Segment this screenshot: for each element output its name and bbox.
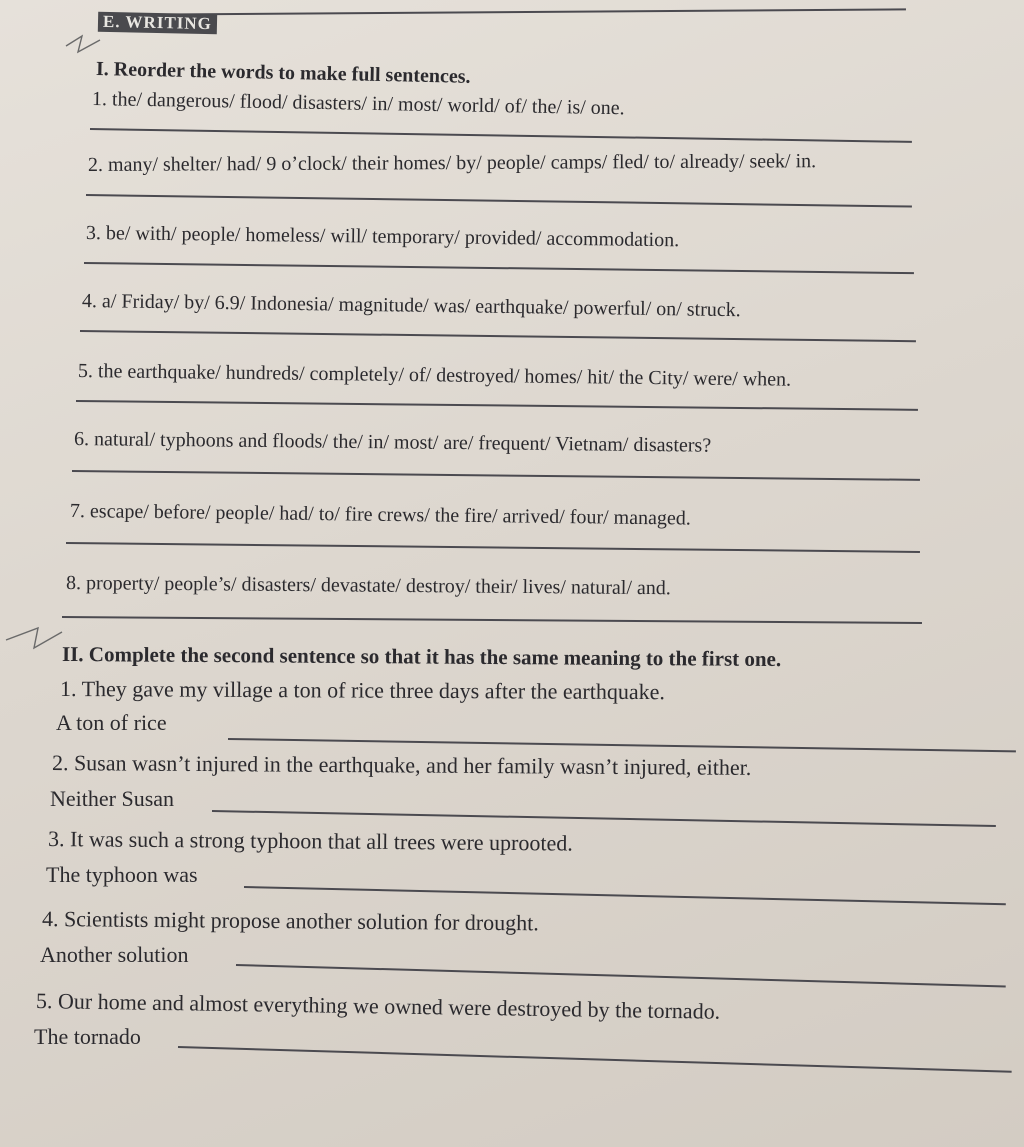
part2-sentence: 3. It was such a strong typhoon that all trees were uprooted. (47, 826, 573, 856)
pencil-tick-mark (4, 622, 66, 652)
answer-line (90, 128, 912, 143)
answer-line (84, 262, 914, 274)
part2-start: Another solution (40, 942, 189, 967)
answer-line (62, 616, 922, 624)
answer-line (80, 330, 916, 342)
top-rule (100, 8, 906, 16)
answer-line (66, 542, 920, 553)
part1-item: 7. escape/ before/ people/ had/ to/ fire crews/ the fire/ arrived/ four/ managed. (69, 500, 691, 530)
answer-line (212, 810, 996, 827)
part2-sentence: 4. Scientists might propose another solution for drought. (41, 906, 539, 936)
part2-sentence: 2. Susan wasn’t injured in the earthquake, and her family wasn’t injured, either. (51, 750, 752, 780)
part2-start: A ton of rice (56, 710, 167, 735)
answer-line (178, 1046, 1012, 1073)
part2-start: The tornado (34, 1024, 141, 1049)
section-tag: E. WRITING (98, 12, 217, 34)
part2-sentence: 5. Our home and almost everything we owned were destroyed by the tornado. (35, 988, 721, 1024)
part1-item: 3. be/ with/ people/ homeless/ will/ temporary/ provided/ accommodation. (85, 222, 680, 252)
answer-line (76, 400, 918, 411)
pencil-tick-mark (64, 32, 104, 56)
part1-item: 8. property/ people’s/ disasters/ devastate/ destroy/ their/ lives/ natural/ and. (65, 572, 671, 600)
part1-item: 2. many/ shelter/ had/ 9 o’clock/ their homes/ by/ people/ camps/ fled/ to/ already/ seek/ in. (87, 150, 817, 176)
part2-sentence: 1. They gave my village a ton of rice three days after the earthquake. (59, 676, 666, 705)
part1-item: 6. natural/ typhoons and floods/ the/ in/ most/ are/ frequent/ Vietnam/ disasters? (73, 428, 712, 457)
part1-heading: I. Reorder the words to make full sentences. (95, 58, 471, 88)
answer-line (72, 470, 920, 481)
answer-line (236, 964, 1006, 987)
part1-item: 4. a/ Friday/ by/ 6.9/ Indonesia/ magnitude/ was/ earthquake/ powerful/ on/ struck. (81, 290, 741, 322)
answer-line (86, 194, 912, 208)
part1-item: 1. the/ dangerous/ flood/ disasters/ in/ most/ world/ of/ the/ is/ one. (91, 88, 625, 120)
part2-start: Neither Susan (50, 786, 175, 811)
part2-start: The typhoon was (46, 862, 198, 887)
part1-item: 5. the earthquake/ hundreds/ completely/ of/ destroyed/ homes/ hit/ the City/ were/ when. (77, 360, 792, 391)
part2-heading: II. Complete the second sentence so that it has the same meaning to the first one. (61, 642, 782, 672)
answer-line (244, 886, 1006, 905)
answer-line (228, 738, 1016, 752)
